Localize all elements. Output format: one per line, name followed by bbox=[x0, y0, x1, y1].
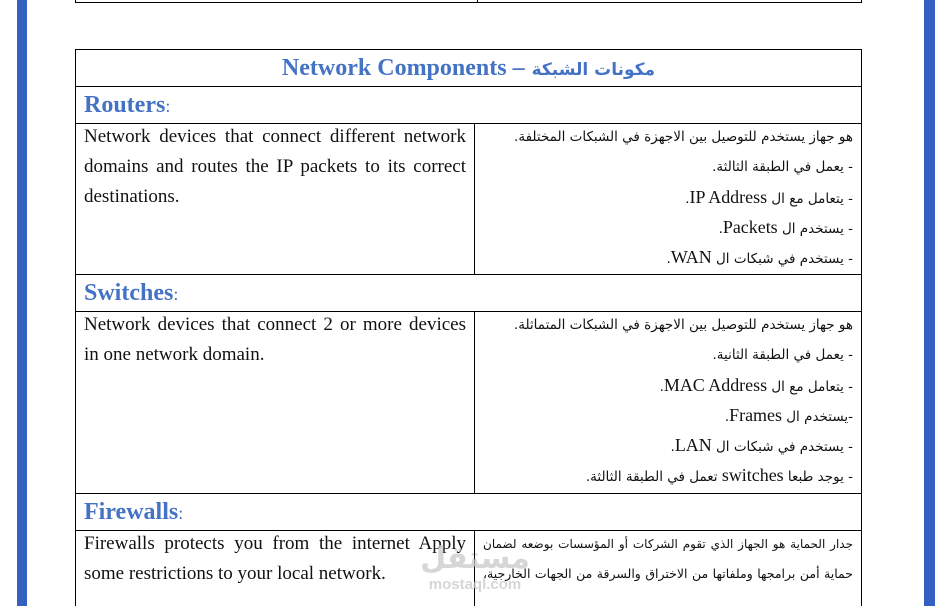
english-description-cell bbox=[76, 124, 475, 274]
arabic-paragraph-line: حماية أمن برامجها وملفاتها من الاختراق والسرقة من الجهات الخارجية، bbox=[483, 566, 853, 581]
watermark-logo-text: مستقل bbox=[420, 541, 530, 576]
previous-table-divider bbox=[477, 0, 478, 2]
arabic-point: هو جهاز يستخدم للتوصيل بين الاجهزة في الشبكات المختلفة. bbox=[514, 129, 853, 145]
arabic-description-cell bbox=[475, 124, 861, 274]
section-title-cell bbox=[76, 494, 861, 530]
page-frame-right bbox=[924, 0, 935, 606]
section-title-colon: : bbox=[173, 284, 179, 304]
network-components-table bbox=[75, 49, 862, 606]
firewalls-description-arabic bbox=[483, 531, 853, 589]
table-title-english: Network Components – bbox=[281, 55, 525, 81]
arabic-point: - يعمل في الطبقة الثالثة. bbox=[712, 159, 853, 175]
section-title-switches: Switches bbox=[84, 280, 174, 306]
latin-term: switches bbox=[721, 465, 784, 485]
section-body-row-firewalls bbox=[75, 530, 862, 606]
arabic-point: - يستخدم في شبكات ال WAN. bbox=[666, 247, 853, 267]
section-title-routers: Routers bbox=[84, 92, 166, 118]
table-header-row bbox=[75, 49, 862, 86]
routers-points-arabic bbox=[483, 124, 853, 272]
english-description-cell bbox=[76, 312, 475, 493]
section-body-row-switches bbox=[75, 311, 862, 493]
watermark-domain: mostaql.com bbox=[428, 576, 522, 593]
section-title-cell bbox=[76, 275, 861, 311]
firewalls-description-english: Firewalls protects you from the internet Apply some restrictions to your local network. bbox=[84, 533, 466, 584]
latin-term: Packets bbox=[722, 217, 778, 237]
arabic-paragraph-line: جدار الحماية هو الجهاز الذي تقوم الشركات أو المؤسسات بوضعه لضمان bbox=[483, 537, 853, 551]
arabic-point: -يستخدم ال Frames. bbox=[724, 405, 853, 425]
table-title-arabic: مكونات الشبكة bbox=[531, 60, 656, 80]
arabic-point: - يتعامل مع ال MAC Address. bbox=[659, 375, 853, 395]
arabic-description-cell bbox=[475, 312, 861, 493]
arabic-point: هو جهاز يستخدم للتوصيل بين الاجهزة في الشبكات المتماثلة. bbox=[513, 317, 853, 333]
arabic-description-cell bbox=[475, 531, 861, 606]
arabic-point: - يتعامل مع ال IP Address. bbox=[685, 187, 853, 207]
english-description-cell bbox=[76, 531, 475, 606]
switches-description-english: Network devices that connect 2 or more devices in one network domain. bbox=[84, 314, 466, 365]
section-title-row-routers bbox=[75, 86, 862, 123]
table-header-cell bbox=[76, 50, 861, 86]
section-title-colon: : bbox=[165, 96, 171, 116]
routers-description-english: Network devices that connect different network domains and routes the IP packets to its correct destinations. bbox=[84, 126, 466, 207]
arabic-point: - يستخدم ال Packets. bbox=[718, 217, 853, 237]
switches-points-arabic bbox=[483, 312, 853, 490]
latin-term: WAN bbox=[670, 247, 712, 267]
previous-table-bottom bbox=[75, 0, 862, 3]
latin-term: MAC Address bbox=[663, 375, 768, 395]
page-frame-left bbox=[17, 0, 27, 606]
section-title-colon: : bbox=[178, 503, 184, 523]
arabic-point: - يعمل في الطبقة الثانية. bbox=[712, 347, 853, 363]
section-title-firewalls: Firewalls bbox=[84, 499, 179, 525]
section-title-cell bbox=[76, 87, 861, 123]
latin-term: Frames bbox=[729, 405, 782, 425]
latin-term: IP Address bbox=[689, 187, 768, 207]
latin-term: LAN bbox=[674, 435, 712, 455]
section-body-row-routers bbox=[75, 123, 862, 274]
arabic-point: - يستخدم في شبكات ال LAN. bbox=[670, 435, 853, 455]
section-title-row-switches bbox=[75, 274, 862, 311]
arabic-point: - يوجد طبعا switches تعمل في الطبقة الثالثة. bbox=[585, 465, 853, 485]
section-title-row-firewalls bbox=[75, 493, 862, 530]
